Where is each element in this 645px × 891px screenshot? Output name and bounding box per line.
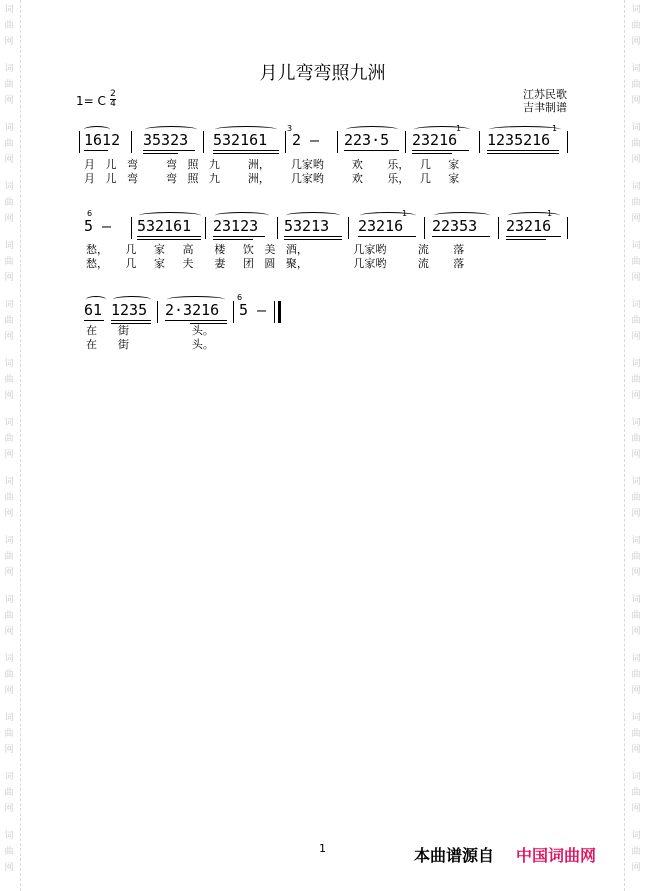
final-barline [278, 301, 281, 323]
measure-3: 5 – [239, 301, 267, 319]
watermark-char: 曲 [631, 493, 641, 503]
watermark-char: 网 [631, 391, 641, 401]
slur [215, 212, 269, 219]
watermark-char: 曲 [4, 257, 14, 267]
song-title: 月儿弯弯照九洲 [259, 63, 386, 84]
measure-1: 61 [84, 301, 103, 319]
barline [498, 217, 499, 239]
watermark-char: 曲 [4, 729, 14, 739]
watermark-char: 曲 [631, 80, 641, 90]
slur [508, 212, 560, 219]
watermark-char: 词 [4, 300, 14, 310]
watermark-char: 词 [631, 536, 641, 546]
slur [84, 126, 110, 133]
watermark-char: 词 [631, 182, 641, 192]
barline [567, 131, 568, 153]
watermark-char: 曲 [631, 611, 641, 621]
measure-6: 22353 [432, 217, 478, 235]
watermark-char: 网 [631, 450, 641, 460]
grace-note: 1 [552, 124, 558, 133]
barline [157, 301, 158, 323]
watermark-char: 词 [4, 536, 14, 546]
watermark-char: 网 [631, 37, 641, 47]
barline [405, 131, 406, 153]
watermark-char: 词 [631, 595, 641, 605]
watermark-char: 曲 [631, 316, 641, 326]
watermark-char: 词 [4, 5, 14, 15]
right-watermark-strip [627, 0, 645, 891]
measure-1: 1612 [84, 131, 121, 149]
watermark-char: 网 [4, 627, 14, 637]
watermark-char: 网 [631, 509, 641, 519]
lyrics-verse-1: 愁， 几 家 高 楼 饮 美 酒， 几家哟 流 落 [86, 243, 465, 256]
watermark-char: 曲 [631, 198, 641, 208]
beam-line [84, 150, 108, 151]
watermark-char: 词 [4, 772, 14, 782]
measure-7: 1235216 [487, 131, 551, 149]
watermark-char: 词 [4, 418, 14, 428]
watermark-char: 网 [4, 804, 14, 814]
measure-2: 35323 [143, 131, 189, 149]
barline [274, 301, 275, 323]
slur [414, 126, 470, 133]
watermark-char: 网 [631, 863, 641, 873]
watermark-char: 曲 [4, 670, 14, 680]
beam-line [506, 239, 546, 240]
beam-line [143, 150, 195, 151]
watermark-char: 词 [4, 654, 14, 664]
slur [215, 126, 277, 133]
slur [113, 296, 151, 303]
beam-line [412, 150, 469, 151]
watermark-char: 网 [4, 214, 14, 224]
barline [337, 131, 338, 153]
lyrics-verse-2: 愁， 几 家 夫 妻 团 圆 聚， 几家哟 流 落 [86, 257, 465, 270]
watermark-char: 词 [631, 64, 641, 74]
watermark-char: 曲 [4, 847, 14, 857]
watermark-char: 词 [631, 831, 641, 841]
measure-3: 23123 [213, 217, 259, 235]
grace-note: 1 [456, 124, 462, 133]
lyrics-verse-1: 月 儿 弯 弯 照 九 洲， 几家哟 欢 乐， 几 家 [84, 158, 460, 171]
watermark-char: 词 [631, 713, 641, 723]
watermark-char: 网 [631, 96, 641, 106]
beam-line [487, 150, 559, 151]
slur [489, 126, 561, 133]
watermark-char: 网 [4, 450, 14, 460]
watermark-char: 词 [4, 831, 14, 841]
time-signature [109, 90, 117, 109]
barline [131, 131, 132, 153]
barline [233, 301, 234, 323]
left-dashed-margin [20, 0, 21, 891]
beam-line [506, 236, 561, 237]
measure-7: 23216 [506, 217, 552, 235]
watermark-char: 曲 [4, 493, 14, 503]
source-label: 本曲谱源自 [414, 846, 495, 865]
watermark-char: 词 [631, 5, 641, 15]
watermark-char: 词 [631, 241, 641, 251]
beam-line [84, 320, 104, 321]
beam-line [213, 239, 253, 240]
watermark-char: 曲 [4, 139, 14, 149]
arranger-credit: 吉聿制谱 [523, 101, 567, 114]
watermark-char: 网 [4, 155, 14, 165]
watermark-char: 曲 [4, 80, 14, 90]
barline [285, 131, 286, 153]
watermark-char: 曲 [4, 788, 14, 798]
left-watermark-strip [0, 0, 18, 891]
origin-credit: 江苏民歌 [523, 88, 567, 101]
barline [79, 131, 80, 153]
time-top: 2 [110, 89, 116, 99]
measure-2: 2·3216 [165, 301, 220, 319]
watermark-char: 词 [631, 654, 641, 664]
barline [479, 131, 480, 153]
measure-6: 23216 [412, 131, 458, 149]
watermark-char: 曲 [4, 611, 14, 621]
slur [360, 212, 416, 219]
measure-4: 2 – [292, 131, 320, 149]
measure-1b: 1235 [111, 301, 148, 319]
beam-line [213, 236, 265, 237]
watermark-char: 网 [631, 273, 641, 283]
source-credit [414, 843, 596, 866]
grace-note: 6 [87, 209, 93, 218]
barline [131, 217, 132, 239]
beam-line [284, 239, 342, 240]
watermark-char: 词 [631, 300, 641, 310]
watermark-char: 网 [4, 273, 14, 283]
watermark-char: 网 [4, 391, 14, 401]
watermark-char: 网 [4, 863, 14, 873]
watermark-char: 曲 [631, 552, 641, 562]
watermark-char: 词 [4, 477, 14, 487]
slur [86, 296, 106, 303]
beam-line [111, 320, 151, 321]
measure-4: 53213 [284, 217, 330, 235]
watermark-char: 网 [631, 804, 641, 814]
beam-line [284, 236, 342, 237]
barline [205, 217, 206, 239]
slur [145, 126, 197, 133]
watermark-char: 曲 [4, 198, 14, 208]
watermark-char: 词 [4, 595, 14, 605]
barline [348, 217, 349, 239]
beam-line [213, 153, 279, 154]
source-brand-link[interactable]: 中国词曲网 [516, 846, 597, 865]
beam-line [432, 236, 490, 237]
watermark-char: 词 [4, 123, 14, 133]
watermark-char: 网 [4, 686, 14, 696]
watermark-char: 曲 [631, 847, 641, 857]
grace-note: 1 [402, 209, 408, 218]
watermark-char: 词 [631, 359, 641, 369]
lyrics-verse-2: 在 街 头。 [86, 338, 214, 351]
watermark-char: 曲 [631, 257, 641, 267]
watermark-char: 曲 [631, 375, 641, 385]
beam-line [143, 153, 178, 154]
slur [139, 212, 201, 219]
grace-note: 1 [547, 209, 553, 218]
watermark-char: 网 [631, 155, 641, 165]
watermark-char: 网 [631, 627, 641, 637]
grace-note: 3 [287, 124, 293, 133]
watermark-char: 曲 [631, 729, 641, 739]
barline [424, 217, 425, 239]
key-signature [76, 89, 116, 109]
slur [346, 126, 398, 133]
key-label: 1= C [76, 94, 106, 108]
watermark-char: 曲 [4, 21, 14, 31]
watermark-char: 词 [631, 123, 641, 133]
beam-line [487, 153, 559, 154]
beam-line [344, 150, 399, 151]
watermark-char: 词 [4, 64, 14, 74]
watermark-char: 网 [631, 568, 641, 578]
watermark-char: 网 [4, 509, 14, 519]
watermark-char: 曲 [4, 375, 14, 385]
watermark-char: 网 [4, 37, 14, 47]
beam-line [412, 153, 452, 154]
watermark-char: 词 [4, 713, 14, 723]
watermark-char: 曲 [4, 552, 14, 562]
watermark-char: 词 [631, 772, 641, 782]
barline [567, 217, 568, 239]
beam-line [165, 320, 227, 321]
beam-line [137, 236, 201, 237]
right-dashed-margin [624, 0, 625, 891]
watermark-char: 曲 [4, 434, 14, 444]
time-bottom: 4 [110, 99, 116, 109]
watermark-char: 词 [4, 241, 14, 251]
grace-note: 6 [237, 293, 243, 302]
barline [203, 131, 204, 153]
watermark-char: 词 [631, 477, 641, 487]
lyrics-verse-2: 月 儿 弯 弯 照 九 洲， 几家哟 欢 乐， 几 家 [84, 172, 460, 185]
page-number: 1 [319, 842, 326, 855]
watermark-char: 词 [631, 418, 641, 428]
watermark-char: 网 [4, 745, 14, 755]
slur [286, 212, 340, 219]
watermark-char: 网 [631, 745, 641, 755]
watermark-char: 网 [631, 686, 641, 696]
watermark-char: 网 [631, 332, 641, 342]
watermark-char: 曲 [631, 434, 641, 444]
watermark-char: 词 [4, 182, 14, 192]
watermark-char: 网 [4, 568, 14, 578]
barline [277, 217, 278, 239]
beam-line [213, 150, 279, 151]
watermark-char: 词 [4, 359, 14, 369]
measure-5: 223·5 [344, 131, 390, 149]
watermark-char: 网 [631, 214, 641, 224]
watermark-char: 曲 [631, 139, 641, 149]
lyrics-verse-1: 在 街 头。 [86, 324, 214, 337]
watermark-char: 网 [4, 96, 14, 106]
watermark-char: 曲 [4, 316, 14, 326]
beam-line [137, 239, 201, 240]
watermark-char: 曲 [631, 788, 641, 798]
slur [434, 212, 490, 219]
beam-line [358, 236, 416, 237]
watermark-char: 曲 [631, 670, 641, 680]
measure-5: 23216 [358, 217, 404, 235]
measure-1: 5 – [84, 217, 112, 235]
watermark-char: 网 [4, 332, 14, 342]
measure-2: 532161 [137, 217, 192, 235]
measure-3: 532161 [213, 131, 268, 149]
watermark-char: 曲 [631, 21, 641, 31]
slur [167, 296, 225, 303]
